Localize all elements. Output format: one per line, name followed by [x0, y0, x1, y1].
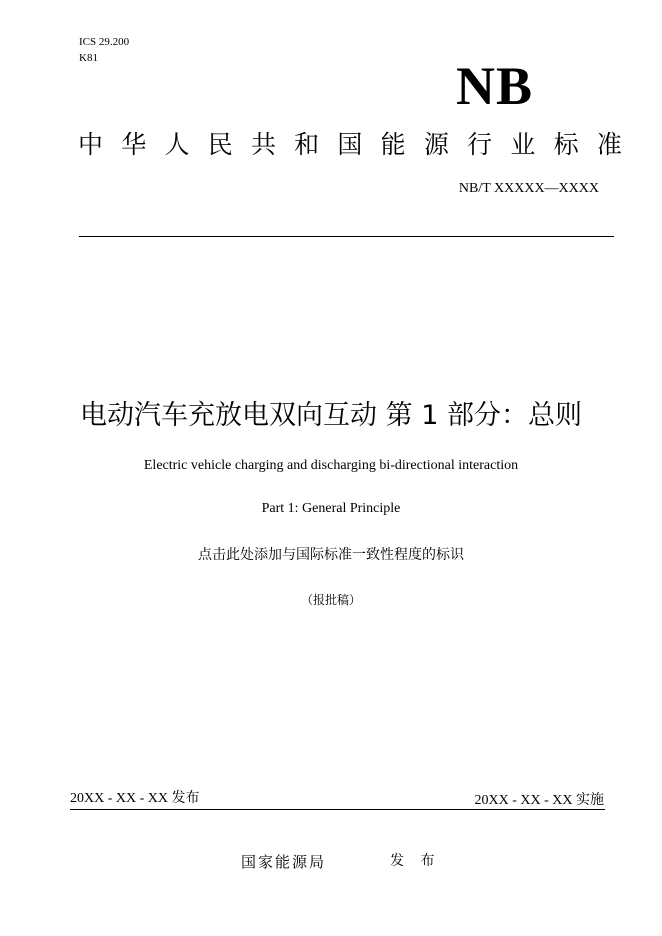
standard-number: NB/T XXXXX—XXXX — [458, 181, 599, 196]
standard-org-title — [78, 128, 622, 162]
title-char: 行 — [467, 130, 493, 159]
issuer-action: 发 布 — [390, 853, 441, 869]
title-char: 共 — [250, 130, 276, 159]
title-char: 源 — [423, 130, 449, 159]
draft-status: （报批稿） — [300, 593, 361, 607]
title-char: 民 — [207, 130, 233, 159]
title-char: 能 — [380, 130, 406, 159]
title-char: 业 — [510, 130, 536, 159]
international-consistency-placeholder[interactable]: 点击此处添加与国际标准一致性程度的标识 — [198, 547, 464, 563]
ccs-code: K81 — [79, 52, 98, 64]
title-char: 人 — [164, 130, 190, 159]
title-char: 标 — [553, 130, 579, 159]
english-part-title: Part 1: General Principle — [261, 501, 401, 516]
bottom-divider — [70, 809, 605, 810]
english-title: Electric vehicle charging and discharging bi-directional interaction — [143, 458, 519, 473]
title-char: 国 — [337, 130, 363, 159]
publish-date: 20XX - XX - XX 发布 — [70, 791, 200, 806]
nb-logo: NB — [456, 56, 534, 116]
document-title: 电动汽车充放电双向互动 第 1 部分：总则 — [80, 400, 582, 431]
title-char: 中 — [78, 130, 104, 159]
implement-date: 20XX - XX - XX 实施 — [474, 793, 604, 808]
title-char: 华 — [121, 130, 147, 159]
title-char: 和 — [294, 130, 320, 159]
ics-code: ICS 29.200 — [79, 36, 130, 48]
title-char: 准 — [596, 130, 622, 159]
top-divider — [79, 236, 614, 237]
classification-block — [79, 34, 129, 66]
issuer-name: 国家能源局 — [241, 853, 327, 871]
